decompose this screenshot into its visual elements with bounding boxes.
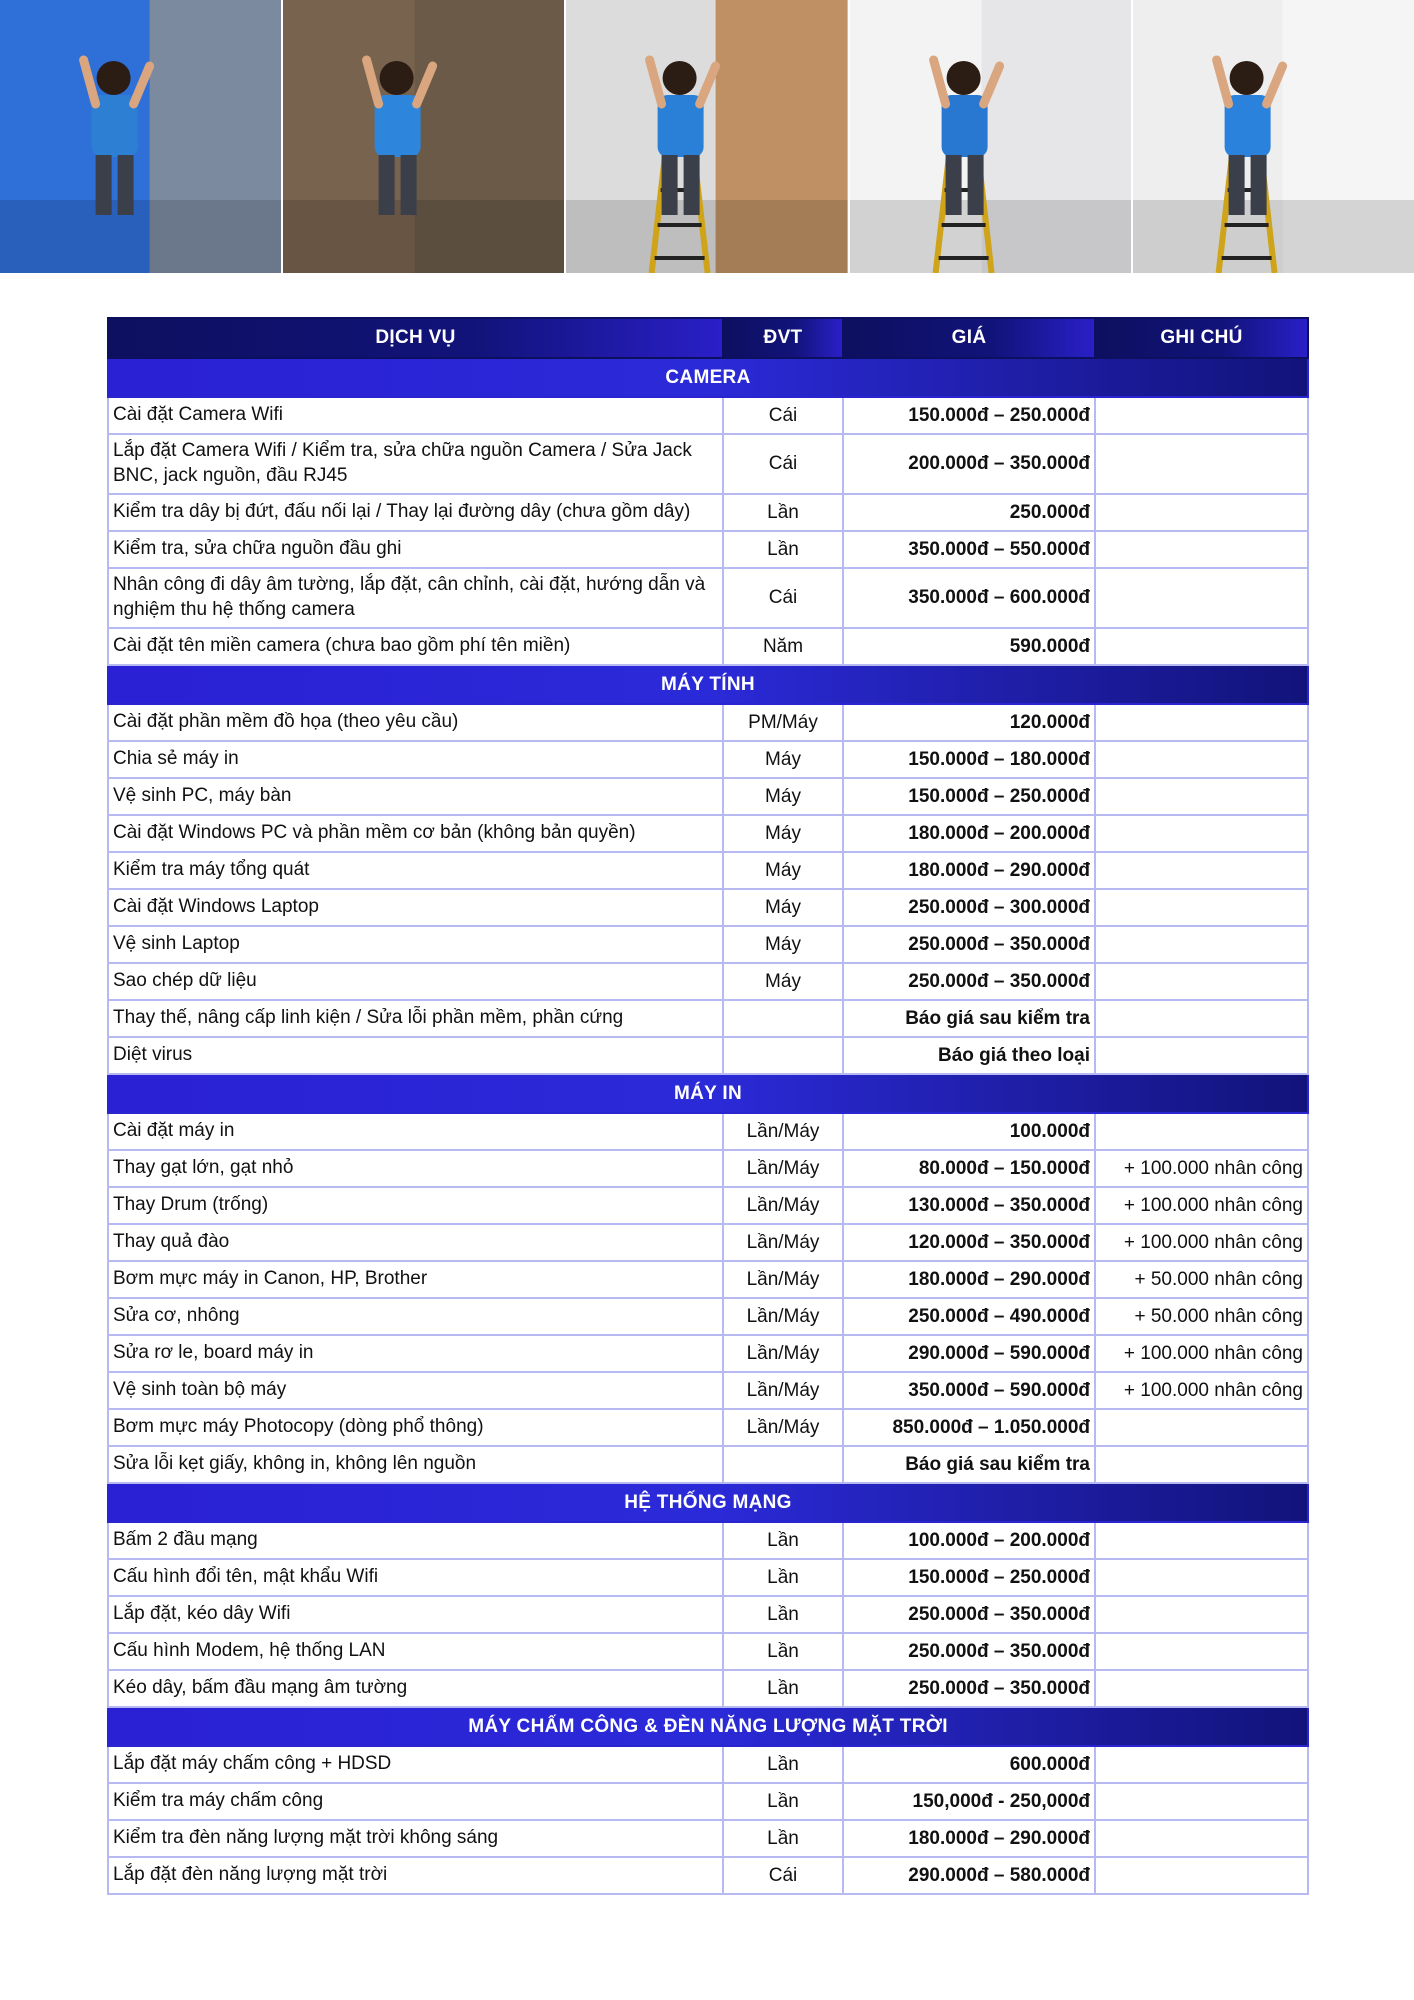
unit-cell: Lần/Máy [723,1224,843,1261]
unit-cell: PM/Máy [723,704,843,741]
price-cell: 250.000đ [843,494,1095,531]
note-cell [1095,1446,1308,1483]
table-row [108,1596,1308,1633]
note-cell [1095,704,1308,741]
note-cell: + 100.000 nhân công [1095,1335,1308,1372]
table-row [108,1037,1308,1074]
unit-cell: Lần [723,531,843,568]
service-cell: Cấu hình Modem, hệ thống LAN [108,1633,723,1670]
section-title: MÁY IN [108,1074,1308,1113]
table-header-row [108,318,1308,358]
table-row [108,1000,1308,1037]
table-row [108,852,1308,889]
price-cell: 80.000đ – 150.000đ [843,1150,1095,1187]
table-row [108,889,1308,926]
service-cell: Cài đặt Windows Laptop [108,889,723,926]
unit-cell: Lần [723,1670,843,1707]
service-cell: Bấm 2 đầu mạng [108,1522,723,1559]
unit-cell: Lần/Máy [723,1150,843,1187]
table-row [108,963,1308,1000]
price-cell: Báo giá sau kiểm tra [843,1000,1095,1037]
unit-cell: Lần/Máy [723,1261,843,1298]
price-cell: 250.000đ – 350.000đ [843,1633,1095,1670]
table-row [108,1446,1308,1483]
note-cell [1095,434,1308,494]
service-cell: Sửa lỗi kẹt giấy, không in, không lên nguồn [108,1446,723,1483]
price-cell: 180.000đ – 290.000đ [843,1820,1095,1857]
price-cell: 180.000đ – 200.000đ [843,815,1095,852]
service-cell: Cài đặt Camera Wifi [108,397,723,434]
price-cell: 150,000đ - 250,000đ [843,1783,1095,1820]
header-unit: ĐVT [723,318,843,358]
service-cell: Kiểm tra đèn năng lượng mặt trời không sáng [108,1820,723,1857]
unit-cell: Máy [723,852,843,889]
table-row [108,1746,1308,1783]
table-row [108,815,1308,852]
price-cell: 150.000đ – 250.000đ [843,778,1095,815]
price-cell: 290.000đ – 590.000đ [843,1335,1095,1372]
unit-cell: Cái [723,568,843,628]
table-row [108,1857,1308,1894]
section-header-row [108,1707,1308,1746]
note-cell [1095,1037,1308,1074]
note-cell [1095,963,1308,1000]
note-cell [1095,778,1308,815]
table-row [108,1372,1308,1409]
note-cell [1095,1820,1308,1857]
service-cell: Thay Drum (trống) [108,1187,723,1224]
service-cell: Cài đặt tên miền camera (chưa bao gồm phí tên miền) [108,628,723,665]
service-cell: Vệ sinh Laptop [108,926,723,963]
note-cell [1095,494,1308,531]
service-cell: Bơm mực máy Photocopy (dòng phổ thông) [108,1409,723,1446]
service-cell: Chia sẻ máy in [108,741,723,778]
note-cell: + 50.000 nhân công [1095,1261,1308,1298]
table-row [108,1820,1308,1857]
service-cell: Cài đặt máy in [108,1113,723,1150]
price-cell: 350.000đ – 600.000đ [843,568,1095,628]
unit-cell: Lần [723,1820,843,1857]
service-cell: Sửa cơ, nhông [108,1298,723,1335]
price-cell: Báo giá sau kiểm tra [843,1446,1095,1483]
note-cell: + 100.000 nhân công [1095,1187,1308,1224]
note-cell [1095,852,1308,889]
note-cell [1095,1596,1308,1633]
section-title: HỆ THỐNG MẠNG [108,1483,1308,1522]
table-row [108,434,1308,494]
price-cell: 180.000đ – 290.000đ [843,1261,1095,1298]
note-cell [1095,926,1308,963]
service-price-table [107,317,1309,1895]
table-row [108,926,1308,963]
service-cell: Thay quả đào [108,1224,723,1261]
unit-cell: Lần [723,1633,843,1670]
header-note: GHI CHÚ [1095,318,1308,358]
photo-technicians-doorway-ladder [850,0,1133,273]
service-cell: Vệ sinh PC, máy bàn [108,778,723,815]
table-row [108,1298,1308,1335]
table-row [108,741,1308,778]
price-cell: 100.000đ [843,1113,1095,1150]
table-row [108,1783,1308,1820]
section-header-row [108,358,1308,397]
note-cell [1095,1670,1308,1707]
section-header-row [108,665,1308,704]
note-cell [1095,1559,1308,1596]
unit-cell: Lần/Máy [723,1113,843,1150]
price-cell: 250.000đ – 350.000đ [843,1670,1095,1707]
table-row [108,778,1308,815]
note-cell: + 100.000 nhân công [1095,1372,1308,1409]
table-row [108,1187,1308,1224]
service-cell: Sao chép dữ liệu [108,963,723,1000]
unit-cell: Lần/Máy [723,1187,843,1224]
service-cell: Thay thế, nâng cấp linh kiện / Sửa lỗi phần mềm, phần cứng [108,1000,723,1037]
unit-cell: Lần/Máy [723,1298,843,1335]
price-cell: 150.000đ – 250.000đ [843,1559,1095,1596]
unit-cell [723,1037,843,1074]
price-cell: 600.000đ [843,1746,1095,1783]
service-cell: Thay gạt lớn, gạt nhỏ [108,1150,723,1187]
price-cell: 130.000đ – 350.000đ [843,1187,1095,1224]
note-cell [1095,1633,1308,1670]
price-cell: 350.000đ – 550.000đ [843,531,1095,568]
header-service: DỊCH VỤ [108,318,723,358]
table-row [108,1633,1308,1670]
unit-cell: Máy [723,889,843,926]
price-cell: 250.000đ – 350.000đ [843,926,1095,963]
table-row [108,1224,1308,1261]
note-cell [1095,1746,1308,1783]
price-cell: 150.000đ – 250.000đ [843,397,1095,434]
note-cell [1095,1409,1308,1446]
unit-cell: Máy [723,815,843,852]
note-cell [1095,1857,1308,1894]
note-cell [1095,1000,1308,1037]
section-title: MÁY TÍNH [108,665,1308,704]
price-cell: 150.000đ – 180.000đ [843,741,1095,778]
service-cell: Kiểm tra dây bị đứt, đấu nối lại / Thay lại đường dây (chưa gồm dây) [108,494,723,531]
unit-cell [723,1446,843,1483]
service-cell: Kiểm tra máy tổng quát [108,852,723,889]
price-cell: 250.000đ – 350.000đ [843,963,1095,1000]
unit-cell: Cái [723,397,843,434]
price-cell: 250.000đ – 300.000đ [843,889,1095,926]
price-cell: 250.000đ – 490.000đ [843,1298,1095,1335]
unit-cell: Máy [723,741,843,778]
service-cell: Sửa rơ le, board máy in [108,1335,723,1372]
service-cell: Cấu hình đổi tên, mật khẩu Wifi [108,1559,723,1596]
photo-technician-ceiling-ladder [566,0,849,273]
unit-cell [723,1000,843,1037]
price-cell: 250.000đ – 350.000đ [843,1596,1095,1633]
table-row [108,568,1308,628]
service-cell: Cài đặt phần mềm đồ họa (theo yêu cầu) [108,704,723,741]
price-cell: 590.000đ [843,628,1095,665]
price-cell: 100.000đ – 200.000đ [843,1522,1095,1559]
note-cell [1095,741,1308,778]
service-cell: Bơm mực máy in Canon, HP, Brother [108,1261,723,1298]
price-cell: Báo giá theo loại [843,1037,1095,1074]
photo-strip [0,0,1414,273]
section-title: CAMERA [108,358,1308,397]
price-cell: 120.000đ [843,704,1095,741]
service-cell: Diệt virus [108,1037,723,1074]
note-cell [1095,397,1308,434]
table-row [108,1522,1308,1559]
table-row [108,397,1308,434]
unit-cell: Cái [723,1857,843,1894]
service-cell: Kiểm tra máy chấm công [108,1783,723,1820]
section-title: MÁY CHẤM CÔNG & ĐÈN NĂNG LƯỢNG MẶT TRỜI [108,1707,1308,1746]
service-cell: Kiểm tra, sửa chữa nguồn đầu ghi [108,531,723,568]
photo-technician-electrical-panel [283,0,566,273]
price-cell: 850.000đ – 1.050.000đ [843,1409,1095,1446]
table-row [108,1335,1308,1372]
note-cell [1095,628,1308,665]
table-row [108,494,1308,531]
price-cell: 180.000đ – 290.000đ [843,852,1095,889]
table-row [108,1670,1308,1707]
unit-cell: Lần [723,1746,843,1783]
note-cell [1095,1113,1308,1150]
price-cell: 120.000đ – 350.000đ [843,1224,1095,1261]
price-cell: 350.000đ – 590.000đ [843,1372,1095,1409]
unit-cell: Cái [723,434,843,494]
unit-cell: Năm [723,628,843,665]
table-row [108,531,1308,568]
price-cell: 200.000đ – 350.000đ [843,434,1095,494]
unit-cell: Lần [723,1522,843,1559]
unit-cell: Máy [723,778,843,815]
service-cell: Lắp đặt, kéo dây Wifi [108,1596,723,1633]
unit-cell: Lần [723,1783,843,1820]
note-cell [1095,889,1308,926]
note-cell: + 100.000 nhân công [1095,1150,1308,1187]
unit-cell: Lần/Máy [723,1372,843,1409]
note-cell: + 50.000 nhân công [1095,1298,1308,1335]
service-cell: Kéo dây, bấm đầu mạng âm tường [108,1670,723,1707]
service-cell: Cài đặt Windows PC và phần mềm cơ bản (không bản quyền) [108,815,723,852]
service-cell: Lắp đặt máy chấm công + HDSD [108,1746,723,1783]
section-header-row [108,1074,1308,1113]
table-row [108,628,1308,665]
note-cell: + 100.000 nhân công [1095,1224,1308,1261]
service-cell: Lắp đặt Camera Wifi / Kiểm tra, sửa chữa nguồn Camera / Sửa Jack BNC, jack nguồn, đầu RJ45 [108,434,723,494]
price-cell: 290.000đ – 580.000đ [843,1857,1095,1894]
table-body [108,358,1308,1894]
service-cell: Nhân công đi dây âm tường, lắp đặt, cân chỉnh, cài đặt, hướng dẫn và nghiệm thu hệ thống camera [108,568,723,628]
unit-cell: Lần/Máy [723,1409,843,1446]
table-row [108,1409,1308,1446]
table-row [108,1150,1308,1187]
service-cell: Lắp đặt đèn năng lượng mặt trời [108,1857,723,1894]
note-cell [1095,815,1308,852]
unit-cell: Lần/Máy [723,1335,843,1372]
photo-technician-outdoor-balcony [0,0,283,273]
unit-cell: Máy [723,926,843,963]
unit-cell: Lần [723,1596,843,1633]
table-row [108,1559,1308,1596]
header-price: GIÁ [843,318,1095,358]
section-header-row [108,1483,1308,1522]
note-cell [1095,1783,1308,1820]
unit-cell: Lần [723,1559,843,1596]
table-row [108,704,1308,741]
table-row [108,1113,1308,1150]
unit-cell: Lần [723,494,843,531]
unit-cell: Máy [723,963,843,1000]
table-row [108,1261,1308,1298]
note-cell [1095,568,1308,628]
photo-technician-wall-wiring [1133,0,1414,273]
note-cell [1095,1522,1308,1559]
note-cell [1095,531,1308,568]
service-cell: Vệ sinh toàn bộ máy [108,1372,723,1409]
